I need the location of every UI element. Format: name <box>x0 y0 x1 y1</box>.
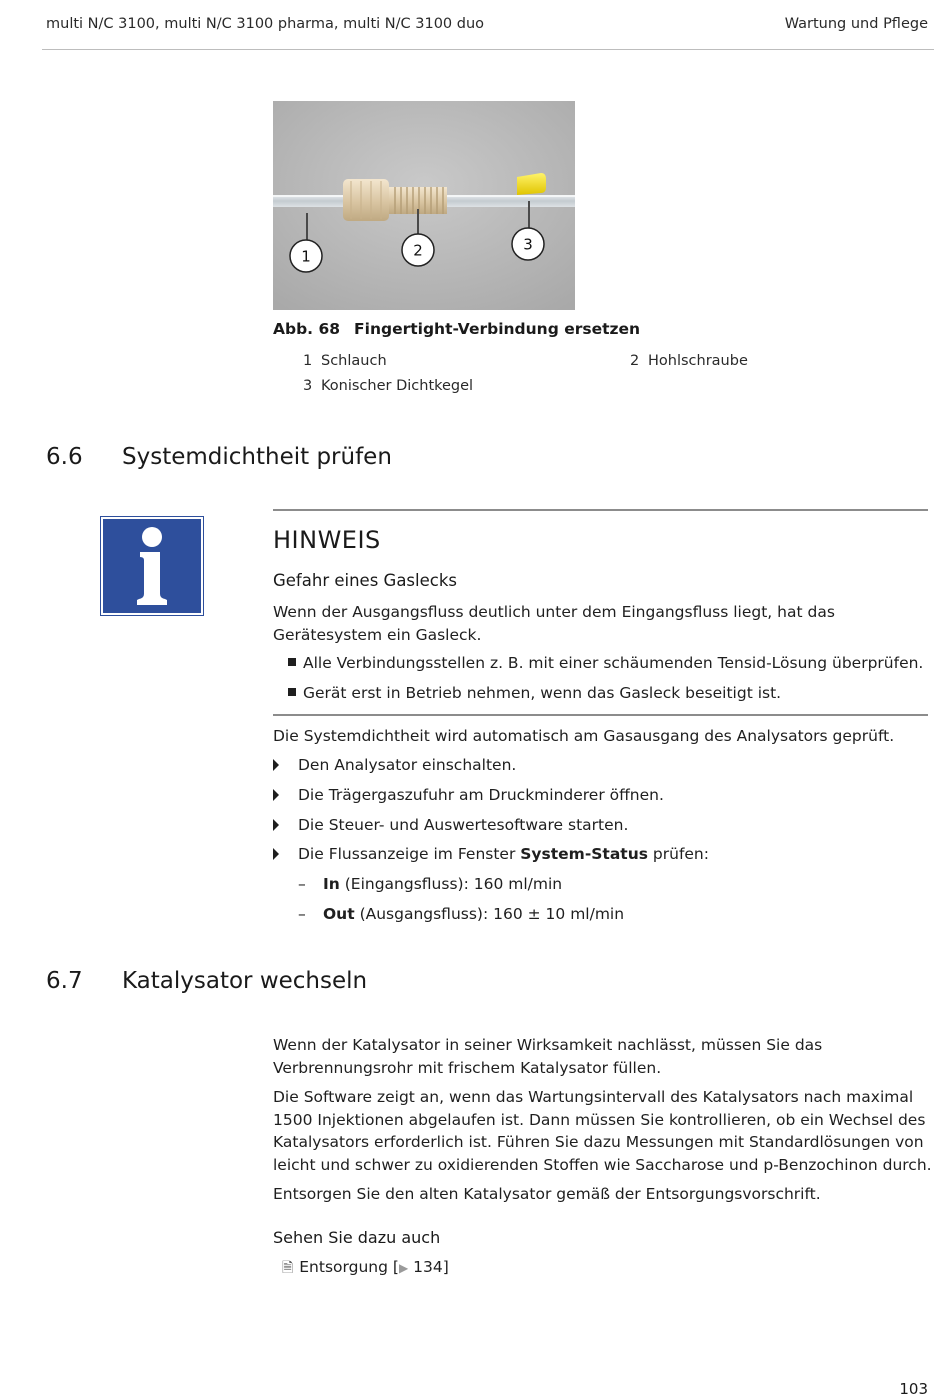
figure-photo <box>273 101 575 310</box>
step-item <box>273 786 664 804</box>
figure-caption <box>273 320 640 338</box>
callout-3: 3 <box>523 235 533 254</box>
callout-1: 1 <box>301 247 311 266</box>
reference-label: Entsorgung <box>299 1258 388 1276</box>
step-text: Die Trägergaszufuhr am Druckminderer öffnen. <box>298 786 664 804</box>
cross-reference-link[interactable]: 🗎 Entsorgung [▶ 134] <box>282 1258 449 1276</box>
info-icon <box>100 516 204 616</box>
section-title: Katalysator wechseln <box>122 968 368 994</box>
notice-bullet <box>288 684 781 702</box>
legend-number: 2 <box>630 353 640 369</box>
step-text: prüfen: <box>652 845 709 863</box>
dash-marker: – <box>298 905 306 923</box>
section-number: 6.7 <box>46 968 83 994</box>
notice-bullet <box>288 654 923 672</box>
section-intro: Die Systemdichtheit wird automatisch am Gasausgang des Analysators geprüft. <box>273 727 895 745</box>
sub-step-item <box>298 905 624 923</box>
field-name: Out <box>323 905 355 923</box>
notice-top-rule <box>273 509 928 511</box>
step-arrow-icon <box>273 848 279 860</box>
window-name: System-Status <box>520 845 648 863</box>
figure-title: Fingertight-Verbindung ersetzen <box>354 320 641 338</box>
dash-marker: – <box>298 875 306 893</box>
step-item <box>273 845 709 863</box>
field-name: In <box>323 875 340 893</box>
header-chapter-title: Wartung und Pflege <box>784 16 928 32</box>
callout-2: 2 <box>413 241 423 260</box>
step-text: Den Analysator einschalten. <box>298 756 517 774</box>
bullet-square-icon <box>288 658 296 666</box>
notice-bottom-rule <box>273 714 928 716</box>
field-value: (Eingangsfluss): 160 ml/min <box>344 875 563 893</box>
see-also-heading: Sehen Sie dazu auch <box>273 1228 441 1247</box>
notice-text: Wenn der Ausgangsfluss deutlich unter dem Eingangsfluss liegt, hat das Gerätesystem ein Gasleck. <box>273 603 835 644</box>
section-heading-6-7 <box>46 968 367 994</box>
legend-label: Konischer Dichtkegel <box>321 378 474 394</box>
section-heading-6-6 <box>46 444 392 470</box>
figure-number: Abb. 68 <box>273 320 341 338</box>
step-arrow-icon <box>273 819 279 831</box>
legend-item <box>303 353 387 369</box>
legend-number: 1 <box>303 353 313 369</box>
notice-subtitle: Gefahr eines Gaslecks <box>273 571 457 590</box>
legend-item <box>303 378 473 394</box>
document-icon: 🗎 <box>282 1260 294 1276</box>
sub-step-item <box>298 875 562 893</box>
paragraph: Wenn der Katalysator in seiner Wirksamkeit nachlässt, müssen Sie das Verbrennungsrohr mit frischem Katalysator füllen. <box>273 1036 823 1077</box>
paragraph: Die Software zeigt an, wenn das Wartungsintervall des Katalysators nach maximal 1500 Injektionen abgelaufen ist. Dann müssen Sie kontrollieren, ob ein Wechsel des Katalysators erforderlich ist. Führen Sie dazu Messungen mit Standardlösungen von leicht und schwer zu oxidierenden Stoffen wie Saccharose und p-Benzochinon durch. <box>273 1088 932 1174</box>
bullet-text: Gerät erst in Betrieb nehmen, wenn das Gasleck beseitigt ist. <box>303 684 782 702</box>
reference-page: 134 <box>413 1258 443 1276</box>
header-document-title: multi N/C 3100, multi N/C 3100 pharma, multi N/C 3100 duo <box>46 16 485 32</box>
legend-label: Hohlschraube <box>648 353 748 369</box>
bullet-square-icon <box>288 688 296 696</box>
header-divider <box>42 49 934 50</box>
bullet-text: Alle Verbindungsstellen z. B. mit einer schäumenden Tensid-Lösung überprüfen. <box>303 654 924 672</box>
step-text: Die Steuer- und Auswertesoftware starten. <box>298 816 629 834</box>
section-title: Systemdichtheit prüfen <box>122 444 392 470</box>
legend-item <box>630 353 748 369</box>
step-item <box>273 816 628 834</box>
section-number: 6.6 <box>46 444 83 470</box>
legend-number: 3 <box>303 378 313 394</box>
notice-title: HINWEIS <box>273 526 381 554</box>
paragraph: Entsorgen Sie den alten Katalysator gemäß der Entsorgungsvorschrift. <box>273 1185 821 1203</box>
page-arrow-icon: ▶ <box>398 1261 409 1275</box>
field-value: (Ausgangsfluss): 160 ± 10 ml/min <box>359 905 625 923</box>
step-arrow-icon <box>273 789 279 801</box>
page-number: 103 <box>899 1380 928 1398</box>
legend-label: Schlauch <box>321 353 387 369</box>
step-arrow-icon <box>273 759 279 771</box>
step-item <box>273 756 516 774</box>
step-text: Die Flussanzeige im Fenster <box>298 845 516 863</box>
